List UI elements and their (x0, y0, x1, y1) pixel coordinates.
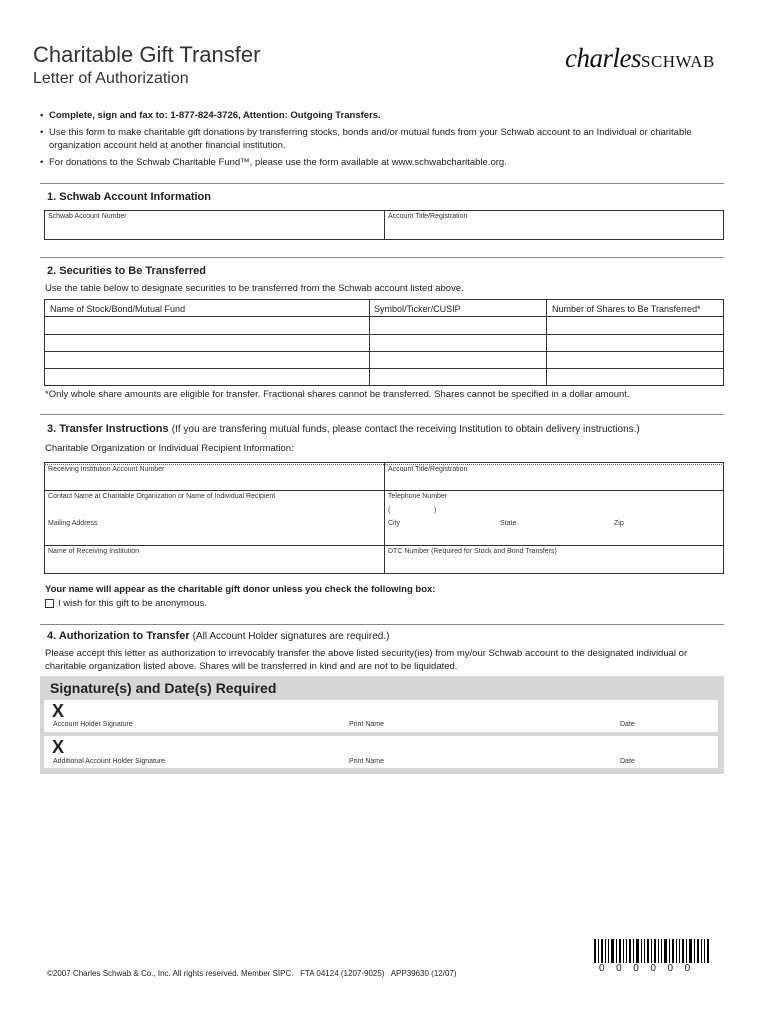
divider (384, 462, 385, 574)
authorization-paragraph: Please accept this letter as authorization to irrevocably transfer the above listed security(ies) from my/our Schwab account to the designated individual or charitable organization listed above. Shares will be transferred in kind and are not to be liquidated. (45, 648, 688, 672)
additional-date-field[interactable]: Date (620, 758, 635, 765)
anonymous-label: I wish for this gift to be anonymous. (58, 598, 207, 609)
form-purpose: • Use this form to make charitable gift donations by transferring stocks, bonds and/or mutual funds from your Schwab account to an Individual or charitable organization account held at another financial institution. (40, 126, 730, 152)
section2-heading: 2. Securities to Be Transferred (47, 265, 206, 277)
fax-instruction: • Complete, sign and fax to: 1-877-824-3726, Attention: Outgoing Transfers. (40, 109, 730, 122)
telephone-field[interactable]: Telephone Number (388, 493, 448, 500)
divider (44, 490, 724, 491)
section1-heading: 1. Schwab Account Information (47, 191, 211, 203)
receiving-account-number-field[interactable]: Receiving Institution Account Number (48, 466, 165, 473)
date-field[interactable]: Date (620, 721, 635, 728)
print-name-field[interactable]: Print Name (349, 721, 385, 728)
column-header-shares: Number of Shares to Be Transferred* (552, 304, 701, 314)
contact-name-field[interactable]: Contact Name at Charitable Organization or Name of Individual Recipient (48, 493, 276, 500)
telephone-paren-close: ) (434, 507, 437, 514)
divider (44, 351, 724, 352)
charles-schwab-logo: charlesSCHWAB (565, 43, 715, 73)
state-field[interactable]: State (500, 520, 517, 527)
form-title: Charitable Gift Transfer (33, 42, 261, 67)
divider (384, 210, 385, 240)
signature-x-mark: X (52, 737, 65, 757)
section2-instruction: Use the table below to designate securities to be transferred from the Schwab account listed above. (45, 283, 464, 294)
divider (40, 414, 724, 415)
section4-heading: 4. Authorization to Transfer (All Account Holder signatures are required.) (47, 630, 390, 642)
donor-note: Your name will appear as the charitable gift donor unless you check the following box: (45, 584, 436, 595)
divider (44, 334, 724, 335)
divider (44, 368, 724, 369)
divider (40, 624, 724, 625)
divider (44, 545, 724, 546)
divider (40, 257, 724, 258)
zip-field[interactable]: Zip (614, 520, 624, 527)
column-header-name: Name of Stock/Bond/Mutual Fund (50, 304, 186, 314)
additional-print-name-field[interactable]: Print Name (349, 758, 385, 765)
copyright-footer: ©2007 Charles Schwab & Co., Inc. All rights reserved. Member SIPC. FTA 04124 (1207-9025) APP39630 (12/07) (47, 969, 457, 978)
barcode (594, 939, 710, 963)
signature-heading: Signature(s) and Date(s) Required (50, 680, 277, 696)
city-field[interactable]: City (388, 520, 401, 527)
charitable-fund-note: • For donations to the Schwab Charitable Fund™, please use the form available at www.schwabcharitable.org. (40, 156, 730, 169)
receiving-account-title-field[interactable]: Account Title/Registration (388, 466, 468, 473)
divider (369, 299, 370, 386)
divider (44, 316, 724, 317)
recipient-info-label: Charitable Organization or Individual Recipient Information: (45, 443, 294, 454)
divider (546, 299, 547, 386)
schwab-account-number-field[interactable]: Schwab Account Number (48, 213, 127, 220)
intro-bullets (40, 109, 730, 173)
anonymous-checkbox[interactable] (45, 599, 54, 608)
shares-footnote: *Only whole share amounts are eligible for transfer. Fractional shares cannot be transferred. Shares cannot be specified in a dollar amount. (45, 389, 630, 400)
divider (40, 183, 724, 184)
form-subtitle: Letter of Authorization (33, 70, 189, 87)
mailing-address-field[interactable]: Mailing Address (48, 520, 98, 527)
signature-x-mark: X (52, 701, 65, 721)
column-header-symbol: Symbol/Ticker/CUSIP (374, 304, 461, 314)
barcode-digits: 0 0 0 0 0 0 (599, 963, 693, 974)
telephone-paren-open: ( (388, 507, 391, 514)
additional-holder-signature-field[interactable]: Additional Account Holder Signature (53, 758, 166, 765)
dtc-number-field[interactable]: DTC Number (Required for Stock and Bond Transfers) (388, 548, 557, 555)
account-holder-signature-field[interactable]: Account Holder Signature (53, 721, 133, 728)
receiving-institution-field[interactable]: Name of Receiving Institution (48, 548, 140, 555)
account-title-field[interactable]: Account Title/Registration (388, 213, 468, 220)
section3-heading: 3. Transfer Instructions (If you are transfering mutual funds, please contact the receiving Institution to obtain delivery instructions.) (47, 423, 640, 435)
